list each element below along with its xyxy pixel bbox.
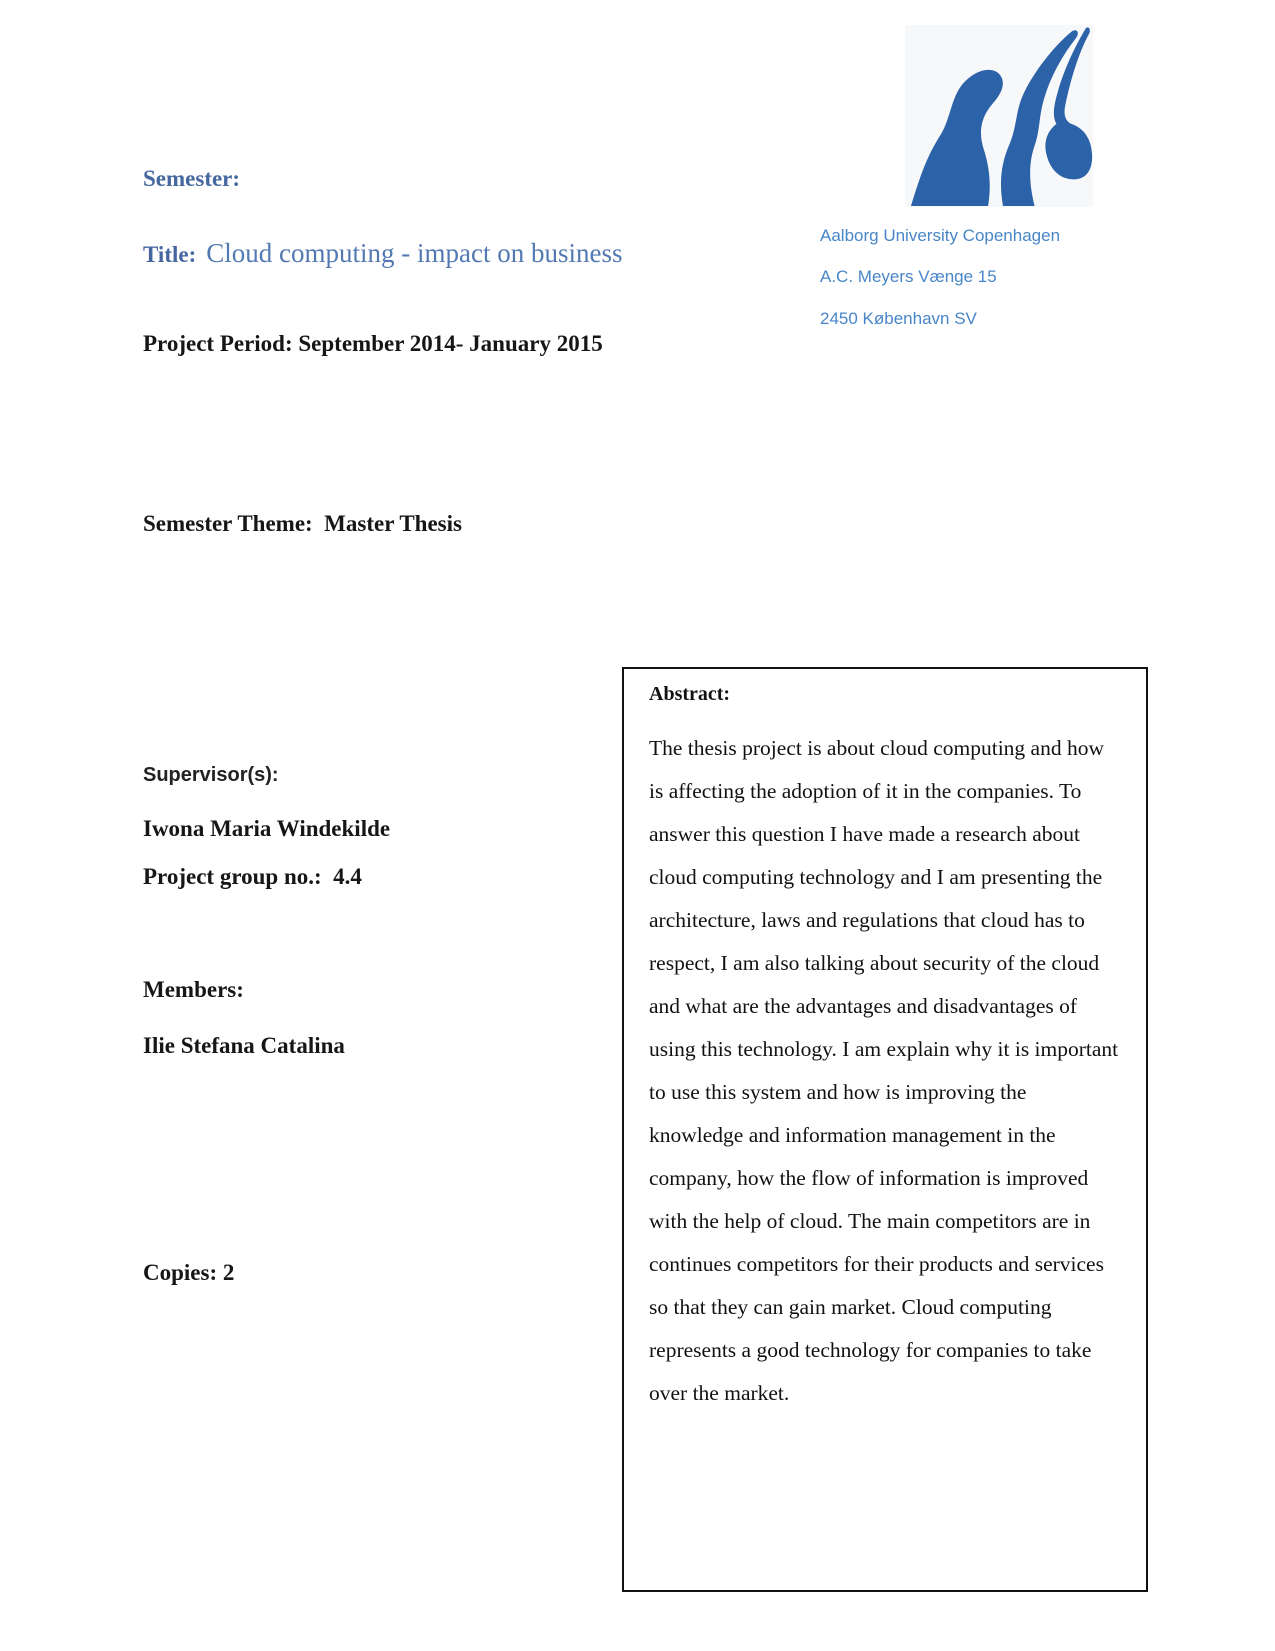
copies-count: Copies: 2 (143, 1260, 235, 1285)
semester-theme: Semester Theme: Master Thesis (143, 511, 462, 536)
title-line (143, 238, 622, 269)
project-group-number: Project group no.: 4.4 (143, 864, 362, 889)
project-period: Project Period: September 2014- January 2015 (143, 331, 603, 356)
title-label: Title: (143, 242, 197, 267)
supervisor-name: Iwona Maria Windekilde (143, 816, 391, 841)
university-address-city: 2450 København SV (820, 309, 977, 328)
abstract-box (622, 667, 1148, 1592)
university-name: Aalborg University Copenhagen (820, 226, 1061, 245)
abstract-text: The thesis project is about cloud computing and how is affecting the adoption of it in the companies. To answer this question I have made a research about cloud computing technology and I am presenting the architecture, laws and regulations that cloud has to respect, I am also talking about security of the cloud and what are the advantages and disadvantages of using this technology. I am explain why it is important to use this system and how is improving the knowledge and information management in the company, how the flow of information is improved with the help of cloud. The main competitors are in continues competitors for their products and services so that they can gain market. Cloud computing represents a good technology for companies to take over the market. (649, 736, 1119, 1405)
member-name: Ilie Stefana Catalina (143, 1033, 345, 1058)
thesis-title: Cloud computing - impact on business (206, 238, 623, 268)
aau-waves-logo-icon (905, 25, 1093, 207)
aau-logo-block (905, 25, 1093, 207)
abstract-label: Abstract: (649, 683, 731, 705)
semester-label: Semester: (143, 166, 241, 191)
university-address-street: A.C. Meyers Vænge 15 (820, 267, 997, 286)
members-label: Members: (143, 977, 244, 1002)
supervisor-label: Supervisor(s): (143, 764, 279, 786)
